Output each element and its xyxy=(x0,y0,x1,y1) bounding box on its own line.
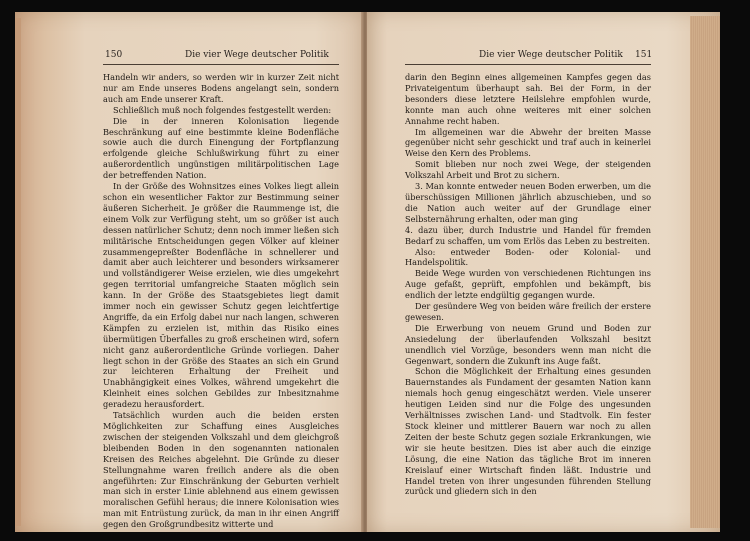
page-edge-stack xyxy=(690,16,720,528)
paragraph: Also: entweder Boden- oder Kolonial- und Handelspolitik. xyxy=(405,246,651,268)
paragraph: darin den Beginn eines allgemeinen Kampfes gegen das Privateigentum überhaupt sah. Bei der Form, in der besonders diese letztere Heilslehre empfohlen wurde, konnte man auch ohne weiteres mit einer solchen Annahme recht haben. xyxy=(405,72,651,126)
header-rule xyxy=(405,64,651,65)
paragraph: Im allgemeinen war die Abwehr der breiten Masse gegenüber nicht sehr geschickt und traf auch in keinerlei Weise den Kern des Problems. xyxy=(405,126,651,159)
paragraph: Der gesündere Weg von beiden wäre freilich der erstere gewesen. xyxy=(405,301,651,322)
paragraph: In der Größe des Wohnsitzes eines Volkes liegt allein schon ein wesentlicher Faktor zur Bestimmung seiner äußeren Sicherheit. Je größer die Raummenge ist, die einem Volk zur Verfügung steht, um so größer ist auch dessen natürlicher Schutz; denn noch immer ließen sich militärische Entscheidungen gegen Völker auf kleiner zusammengepreßter Bodenfläche in schnellerer und damit aber auch leichterer und besonders wirksamerer und vollständigerer Weise erzielen, wie dies umgekehrt gegen territorial umfangreiche Staaten möglich sein kann. In der Größe des Staatsgebietes liegt damit immer noch ein gewisser Schutz gegen leichtfertige Angriffe, da ein Erfolg dabei nur nach langen, schweren Kämpfen zu erzielen ist, mithin das Risiko eines übermütigen Überfalles zu groß erscheinen wird, sofern nicht ganz außerordentliche Gründe vorliegen. Daher liegt schon in der Größe des Staates an sich ein Grund zur leichteren Erhaltung der Freiheit und Unabhängigkeit eines Volkes, während umgekehrt die Kleinheit eines solchen Gebildes zur Inbesitznahme geradezu herausfordert. xyxy=(103,181,339,410)
paragraph: Handeln wir anders, so werden wir in kurzer Zeit nicht nur am Ende unseres Bodens angelangt sein, sondern auch am Ende unserer Kraft. xyxy=(103,72,339,104)
open-book xyxy=(15,12,720,532)
paragraph: Schließlich muß noch folgendes festgestellt werden: xyxy=(113,104,332,115)
running-title: Die vier Wege deutscher Politik xyxy=(185,50,329,60)
paragraph: 3. Man konnte entweder neuen Boden erwerben, um die überschüssigen Millionen jährlich abzuschieben, und so die Nation auch weiter auf der Grundlage einer Selbsternährung erhalten, oder man ging xyxy=(405,181,651,224)
paragraph: Die Erwerbung von neuem Grund und Boden zur Ansiedelung der überlaufenden Volkszahl besitzt unendlich viel Vorzüge, besonders wenn man nicht die Gegenwart, sondern die Zukunft ins Auge faßt. xyxy=(405,322,651,366)
paragraph: Die in der inneren Kolonisation liegende Beschränkung auf eine bestimmte kleine Bodenfläche sowie auch die durch Einengung der Fortpflanzung erfolgende gleiche Schlußwirkung führt zu einer außerordentlich ungünstigen militärpolitischen Lage der betreffenden Nation. xyxy=(103,115,339,181)
page-body xyxy=(405,72,651,497)
page-number: 150 xyxy=(105,50,123,60)
header-rule xyxy=(103,64,339,65)
paragraph: Beide Wege wurden von verschiedenen Richtungen ins Auge gefaßt, geprüft, empfohlen und bekämpft, bis endlich der letzte endgültig gegangen wurde. xyxy=(405,268,651,301)
right-page xyxy=(367,12,720,532)
paragraph: Tatsächlich wurden auch die beiden ersten Möglichkeiten zur Schaffung eines Ausgleiches zwischen der steigenden Volkszahl und dem gleichgroß bleibenden Boden in den sogenannten nationalen Kreisen des Reiches abgelehnt. Die Gründe zu dieser Stellungnahme waren freilich andere als die oben angeführten: Zur Einschränkung der Geburten verhielt man sich in erster Linie ablehnend aus einem gewissen moralischen Gefühl heraus; die innere Kolonisation wies man mit Entrüstung zurück, da man in ihr einen Angriff gegen den Großgrundbesitz witterte und xyxy=(103,410,339,530)
running-title: Die vier Wege deutscher Politik xyxy=(479,50,623,60)
page-number: 151 xyxy=(635,50,653,60)
page-body xyxy=(103,72,339,530)
paragraph: Schon die Möglichkeit der Erhaltung eines gesunden Bauernstandes als Fundament der gesamten Nation kann niemals hoch genug eingeschätzt werden. Viele unserer heutigen Leiden sind nur die Folge des ungesunden Verhältnisses zwischen Land- und Stadtvolk. Ein fester Stock kleiner und mittlerer Bauern war noch zu allen Zeiten der beste Schutz gegen soziale Erkrankungen, wie wir sie heute besitzen. Dies ist aber auch die einzige Lösung, die eine Nation das tägliche Brot im inneren Kreislauf einer Wirtschaft finden läßt. Industrie und Handel treten von ihrer ungesunden führenden Stellung zurück und gliedern sich in den xyxy=(405,366,651,497)
paragraph: 4. dazu über, durch Industrie und Handel für fremden Bedarf zu schaffen, um vom Erlös das Leben zu bestreiten. xyxy=(405,224,651,246)
page-edge xyxy=(15,18,21,526)
left-page xyxy=(15,12,363,532)
paragraph: Somit blieben nur noch zwei Wege, der steigenden Volkszahl Arbeit und Brot zu sichern. xyxy=(405,159,651,181)
